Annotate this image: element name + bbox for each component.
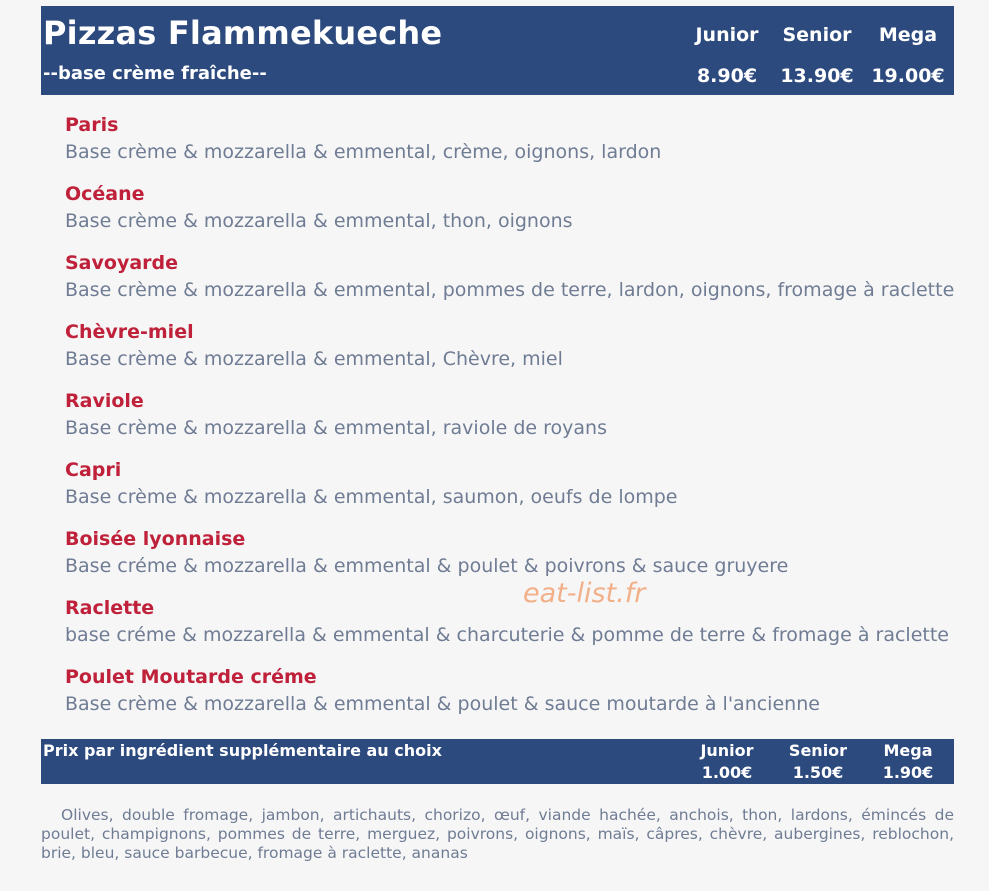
- size-junior: Junior: [695, 24, 759, 46]
- size-mega: Mega: [878, 24, 938, 46]
- item-description: Base créme & mozzarella & emmental & poulet & poivrons & sauce gruyere: [65, 555, 789, 577]
- price-senior: 13.90€: [780, 65, 854, 87]
- item-description: Base crème & mozzarella & emmental, saumon, oeufs de lompe: [65, 486, 678, 508]
- menu-subtitle: --base crème fraîche--: [43, 63, 267, 84]
- item-name: Paris: [65, 114, 119, 136]
- item-name: Capri: [65, 459, 122, 481]
- item-description: Base crème & mozzarella & emmental, thon, oignons: [65, 210, 573, 232]
- extras-price-senior: 1.50€: [792, 763, 844, 782]
- item-name: Raclette: [65, 597, 155, 619]
- menu-title: Pizzas Flammekueche: [43, 14, 443, 52]
- item-name: Océane: [65, 183, 145, 205]
- extras-price-junior: 1.00€: [701, 763, 753, 782]
- menu-items: [65, 113, 965, 734]
- item-name: Chèvre-miel: [65, 321, 194, 343]
- menu-item: [65, 596, 965, 665]
- item-description: Base crème & mozzarella & emmental & poulet & sauce moutarde à l'ancienne: [65, 693, 820, 715]
- menu-header: [41, 6, 954, 95]
- price-junior: 8.90€: [696, 65, 758, 87]
- price-mega: 19.00€: [871, 65, 945, 87]
- menu-item: [65, 113, 965, 182]
- menu-item: [65, 665, 965, 734]
- extras-label: Prix par ingrédient supplémentaire au choix: [43, 741, 442, 760]
- item-name: Raviole: [65, 390, 144, 412]
- menu-item: [65, 251, 965, 320]
- item-description: Base crème & mozzarella & emmental, pommes de terre, lardon, oignons, fromage à raclette: [65, 279, 955, 301]
- watermark: eat-list.fr: [523, 578, 646, 609]
- extras-header: [41, 739, 954, 784]
- item-description: Base crème & mozzarella & emmental, Chèvre, miel: [65, 348, 563, 370]
- menu-item: [65, 182, 965, 251]
- item-name: Boisée lyonnaise: [65, 528, 246, 550]
- item-name: Savoyarde: [65, 252, 179, 274]
- item-description: Base crème & mozzarella & emmental, raviole de royans: [65, 417, 607, 439]
- item-description: base créme & mozzarella & emmental & charcuterie & pomme de terre & fromage à raclette: [65, 624, 949, 646]
- item-name: Poulet Moutarde créme: [65, 666, 317, 688]
- menu-item: [65, 458, 965, 527]
- menu-item: [65, 389, 965, 458]
- size-senior: Senior: [782, 24, 852, 46]
- extras-size-junior: Junior: [700, 741, 754, 760]
- extras-ingredients: Olives, double fromage, jambon, artichauts, chorizo, œuf, viande hachée, anchois, thon, lardons, émincés de poulet, champignons, pommes de terre, merguez, poivrons, oignons, maïs, câpres, chèvre, aubergines, reblochon, brie, bleu, sauce barbecue, fromage à raclette, ananas: [41, 806, 954, 862]
- item-description: Base crème & mozzarella & emmental, crème, oignons, lardon: [65, 141, 662, 163]
- menu-item: [65, 527, 965, 596]
- extras-price-mega: 1.90€: [882, 763, 934, 782]
- extras-size-mega: Mega: [883, 741, 933, 760]
- menu-item: [65, 320, 965, 389]
- extras-size-senior: Senior: [788, 741, 848, 760]
